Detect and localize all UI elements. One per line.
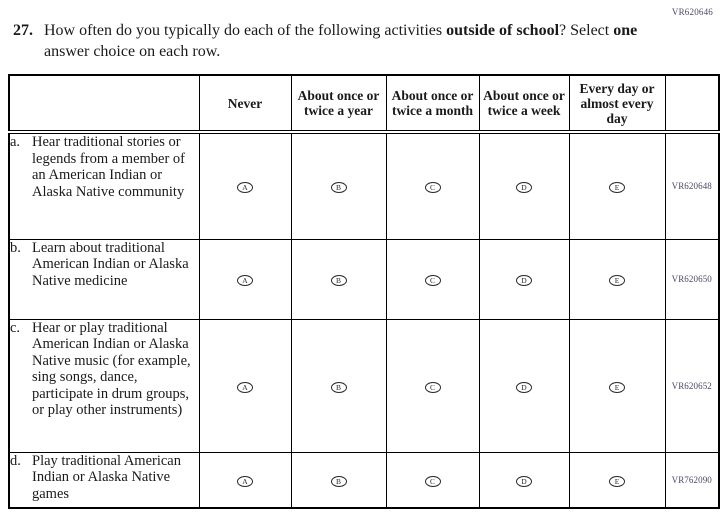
answer-cell-a-never	[199, 132, 291, 239]
answer-cell-d-year	[291, 452, 386, 508]
column-header-every-day: Every day or almost every day	[569, 75, 665, 132]
answer-cell-a-week	[479, 132, 569, 239]
table-row-b	[9, 239, 719, 319]
answer-bubble-d-month[interactable]: C	[425, 476, 441, 487]
answer-bubble-b-never[interactable]: A	[237, 275, 253, 286]
answer-bubble-a-year[interactable]: B	[331, 182, 347, 193]
question-block	[13, 20, 658, 62]
table-row-d	[9, 452, 719, 508]
answer-bubble-d-everyday[interactable]: E	[609, 476, 625, 487]
row-label-cell	[9, 239, 199, 319]
row-label: Play traditional American Indian or Alaska Native games	[32, 452, 181, 502]
row-label: Hear or play traditional American Indian or Alaska Native music (for example, sing songs, dance, participate in drum groups, or play other instruments)	[32, 319, 191, 419]
answer-bubble-b-everyday[interactable]: E	[609, 275, 625, 286]
form-code-top: VR620646	[671, 7, 713, 17]
row-letter: d.	[10, 452, 21, 469]
answer-cell-d-month	[386, 452, 479, 508]
answer-cell-b-week	[479, 239, 569, 319]
row-letter: a.	[10, 134, 21, 150]
column-header-once-twice-month: About once or twice a month	[386, 75, 479, 132]
row-code: VR762090	[665, 452, 719, 508]
row-label-cell	[9, 452, 199, 508]
row-letter: b.	[10, 239, 21, 256]
answer-cell-c-never	[199, 319, 291, 452]
answer-cell-c-week	[479, 319, 569, 452]
answer-bubble-a-never[interactable]: A	[237, 182, 253, 193]
answer-bubble-c-month[interactable]: C	[425, 382, 441, 393]
answer-bubble-c-never[interactable]: A	[237, 382, 253, 393]
row-label: Hear traditional stories or legends from a member of an American Indian or Alaska Native community	[32, 134, 186, 200]
answer-bubble-a-week[interactable]: D	[516, 182, 532, 193]
column-header-once-twice-week: About once or twice a week	[479, 75, 569, 132]
column-header-once-twice-year: About once or twice a year	[291, 75, 386, 132]
answer-cell-b-never	[199, 239, 291, 319]
answer-cell-d-everyday	[569, 452, 665, 508]
row-code: VR620650	[665, 239, 719, 319]
table-header-row	[9, 75, 719, 132]
question-text-part2: ? Select	[559, 22, 614, 39]
answer-cell-d-week	[479, 452, 569, 508]
answer-bubble-a-month[interactable]: C	[425, 182, 441, 193]
answer-bubble-c-everyday[interactable]: E	[609, 382, 625, 393]
question-text-part3: answer choice on each row.	[44, 43, 221, 60]
question-text	[44, 20, 658, 62]
answer-cell-a-everyday	[569, 132, 665, 239]
row-code: VR620648	[665, 132, 719, 239]
answer-bubble-d-never[interactable]: A	[237, 476, 253, 487]
answer-bubble-b-year[interactable]: B	[331, 275, 347, 286]
column-header-never: Never	[199, 75, 291, 132]
answer-cell-a-month	[386, 132, 479, 239]
row-label-cell	[9, 132, 199, 239]
answer-cell-d-never	[199, 452, 291, 508]
table-row-c	[9, 319, 719, 452]
answer-cell-a-year	[291, 132, 386, 239]
answer-cell-c-everyday	[569, 319, 665, 452]
column-header-code	[665, 75, 719, 132]
question-text-bold1: outside of school	[446, 22, 560, 39]
column-header-blank	[9, 75, 199, 132]
question-text-bold2: one	[613, 22, 638, 39]
answer-cell-c-month	[386, 319, 479, 452]
answer-bubble-d-year[interactable]: B	[331, 476, 347, 487]
table-row-a	[9, 132, 719, 239]
row-letter: c.	[10, 319, 21, 336]
answer-cell-b-month	[386, 239, 479, 319]
question-number: 27.	[13, 22, 33, 39]
answer-bubble-c-year[interactable]: B	[331, 382, 347, 393]
answer-cell-b-everyday	[569, 239, 665, 319]
answer-bubble-d-week[interactable]: D	[516, 476, 532, 487]
frequency-matrix-table	[8, 74, 720, 509]
answer-bubble-c-week[interactable]: D	[516, 382, 532, 393]
answer-bubble-b-month[interactable]: C	[425, 275, 441, 286]
question-text-part1: How often do you typically do each of the following activities	[44, 22, 447, 39]
row-code: VR620652	[665, 319, 719, 452]
answer-bubble-a-everyday[interactable]: E	[609, 182, 625, 193]
answer-cell-b-year	[291, 239, 386, 319]
row-label-cell	[9, 319, 199, 452]
row-label: Learn about traditional American Indian or Alaska Native medicine	[32, 239, 189, 289]
answer-bubble-b-week[interactable]: D	[516, 275, 532, 286]
answer-cell-c-year	[291, 319, 386, 452]
